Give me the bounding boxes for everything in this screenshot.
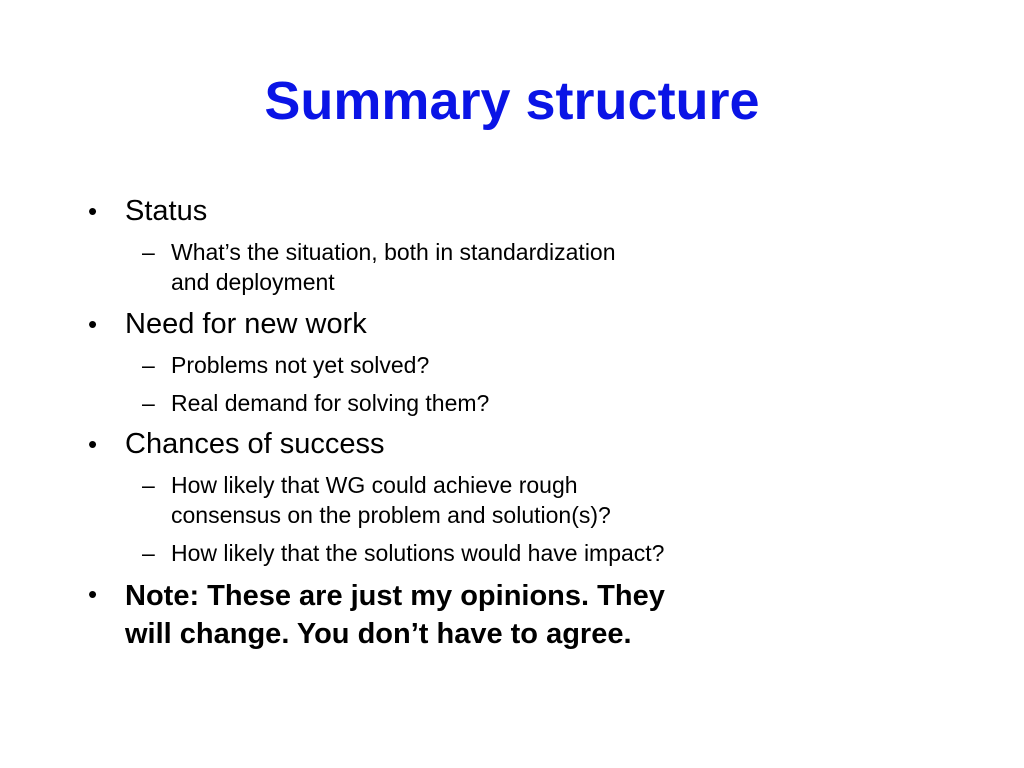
note-text: Note: These are just my opinions. They will change. You don’t have to agree. <box>125 580 665 650</box>
sub-bullet-text: Real demand for solving them? <box>171 390 490 416</box>
dash-marker: – <box>142 472 155 498</box>
bullet-marker: • <box>88 429 98 459</box>
bullet-marker: • <box>88 309 98 339</box>
bullet-text: Need for new work <box>125 308 367 340</box>
dash-marker: – <box>142 352 155 378</box>
dash-marker: – <box>142 540 155 566</box>
sub-bullet-text: How likely that WG could achieve rough consensus on the problem and solution(s)? <box>171 472 611 528</box>
sub-bullet-text: How likely that the solutions would have impact? <box>171 540 665 566</box>
bullet-marker: • <box>88 196 98 226</box>
bullet-marker: • <box>88 579 98 609</box>
bullet-text: Chances of success <box>125 428 385 460</box>
slide-title: Summary structure <box>264 71 760 131</box>
dash-marker: – <box>142 239 155 265</box>
dash-marker: – <box>142 390 155 416</box>
sub-bullet-text: What’s the situation, both in standardization and deployment <box>171 239 616 295</box>
bullet-text: Status <box>125 195 208 227</box>
sub-bullet-text: Problems not yet solved? <box>171 352 430 378</box>
